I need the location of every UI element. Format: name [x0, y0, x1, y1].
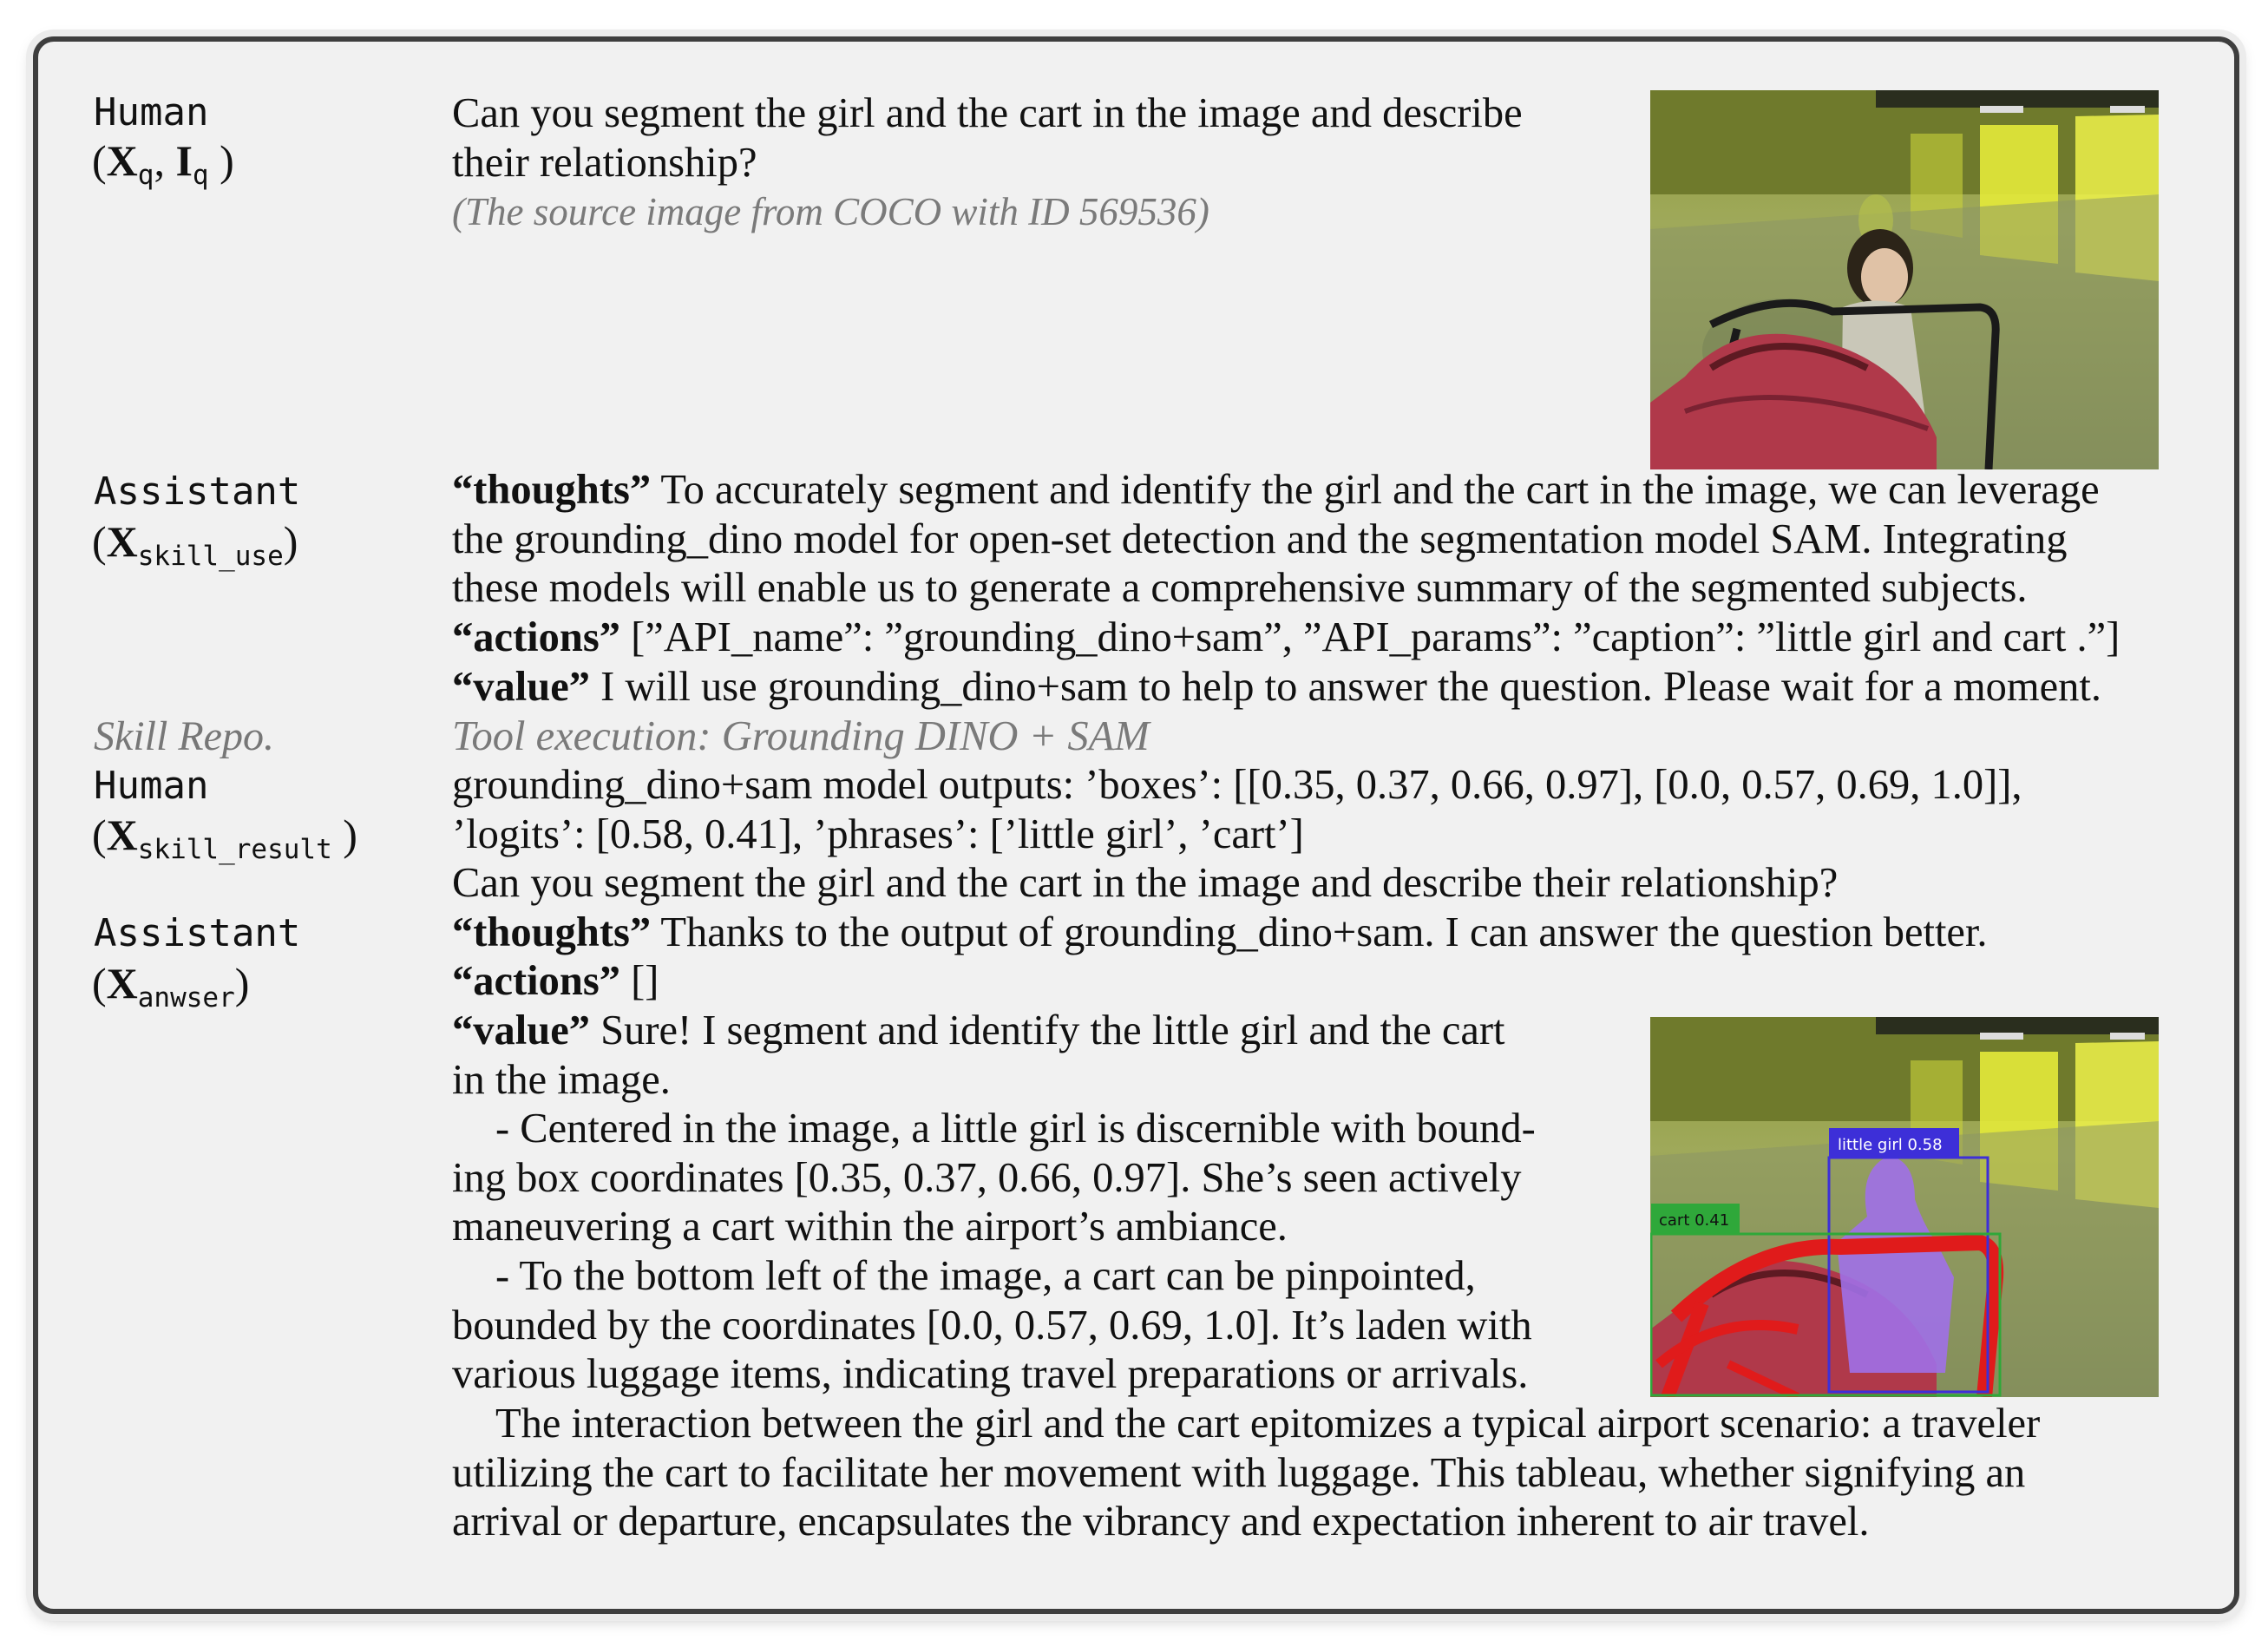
- answer-p2-line-1: - To the bottom left of the image, a cart can be pinpointed,: [495, 1253, 1476, 1299]
- answer-thoughts: “thoughts” Thanks to the output of grounding_dino+sam. I can answer the question better.: [452, 909, 1988, 955]
- skill-result-line-3: Can you segment the girl and the cart in the image and describe their relationship?: [452, 860, 1839, 906]
- source-image: [1650, 90, 2159, 469]
- skill-result-line-2: ’logits’: [0.58, 0.41], ’phrases’: [’little girl’, ’cart’]: [452, 811, 1304, 857]
- question-line-1: Can you segment the girl and the cart in the image and describe: [452, 90, 1523, 136]
- var-x-skill-use: $(X_{skill\_use})$: [92, 517, 298, 572]
- answer-p1-line-3: maneuvering a cart within the airport’s ambiance.: [452, 1204, 1288, 1250]
- speaker-human-1: Human: [94, 90, 209, 135]
- actions-line: “actions” [”API_name”: ”grounding_dino+sam”, ”API_params”: ”caption”: ”little girl and cart .”]: [452, 614, 2121, 660]
- thoughts-line-1: “thoughts” To accurately segment and identify the girl and the cart in the image, we can leverage: [452, 467, 2100, 513]
- speaker-human-2: Human: [94, 764, 209, 808]
- question-line-2: their relationship?: [452, 140, 757, 186]
- var-x-anwser: $(X_{anwser})$: [92, 959, 250, 1014]
- source-note: (The source image from COCO with ID 569536): [452, 190, 1209, 233]
- girl-detection-label: little girl 0.58: [1838, 1136, 1943, 1154]
- cart-detection-label: cart 0.41: [1659, 1211, 1730, 1230]
- var-xq-iq: ($X_q$, $I_q$ ): [92, 136, 234, 191]
- tool-execution-text: Tool execution: Grounding DINO + SAM: [452, 713, 1150, 759]
- skill-result-line-1: grounding_dino+sam model outputs: ’boxes’: [[0.35, 0.37, 0.66, 0.97], [0.0, 0.57, 0.69, 1.0]],: [452, 762, 2022, 808]
- answer-actions: “actions” []: [452, 958, 659, 1004]
- thoughts-line-3: these models will enable us to generate a comprehensive summary of the segmented subjects.: [452, 565, 2028, 611]
- skill-repo-label: Skill Repo.: [94, 713, 274, 759]
- answer-p3-line-2: utilizing the cart to facilitate her movement with luggage. This tableau, whether signifying an: [452, 1450, 2026, 1496]
- answer-value-line-1: “value” Sure! I segment and identify the little girl and the cart: [452, 1007, 1505, 1053]
- answer-p2-line-2: bounded by the coordinates [0.0, 0.57, 0.69, 1.0]. It’s laden with: [452, 1303, 1532, 1348]
- value-line: “value” I will use grounding_dino+sam to help to answer the question. Please wait for a moment.: [452, 664, 2102, 710]
- var-x-skill-result: ($X_{skill\_result}$ ): [92, 810, 357, 865]
- answer-p3-line-3: arrival or departure, encapsulates the vibrancy and expectation inherent to air travel.: [452, 1499, 1870, 1545]
- speaker-assistant-1: Assistant: [94, 469, 301, 514]
- answer-value-line-2: in the image.: [452, 1057, 671, 1103]
- answer-p3-line-1: The interaction between the girl and the cart epitomizes a typical airport scenario: a traveler: [495, 1401, 2041, 1447]
- answer-p1-line-2: ing box coordinates [0.35, 0.37, 0.66, 0.97]. She’s seen actively: [452, 1155, 1522, 1201]
- speaker-assistant-2: Assistant: [94, 911, 301, 955]
- thoughts-line-2: the grounding_dino model for open-set detection and the segmentation model SAM. Integrating: [452, 516, 2068, 562]
- answer-p1-line-1: - Centered in the image, a little girl is discernible with bound-: [495, 1106, 1536, 1152]
- answer-p2-line-3: various luggage items, indicating travel preparations or arrivals.: [452, 1351, 1529, 1397]
- segmentation-result-image: [1650, 1017, 2159, 1397]
